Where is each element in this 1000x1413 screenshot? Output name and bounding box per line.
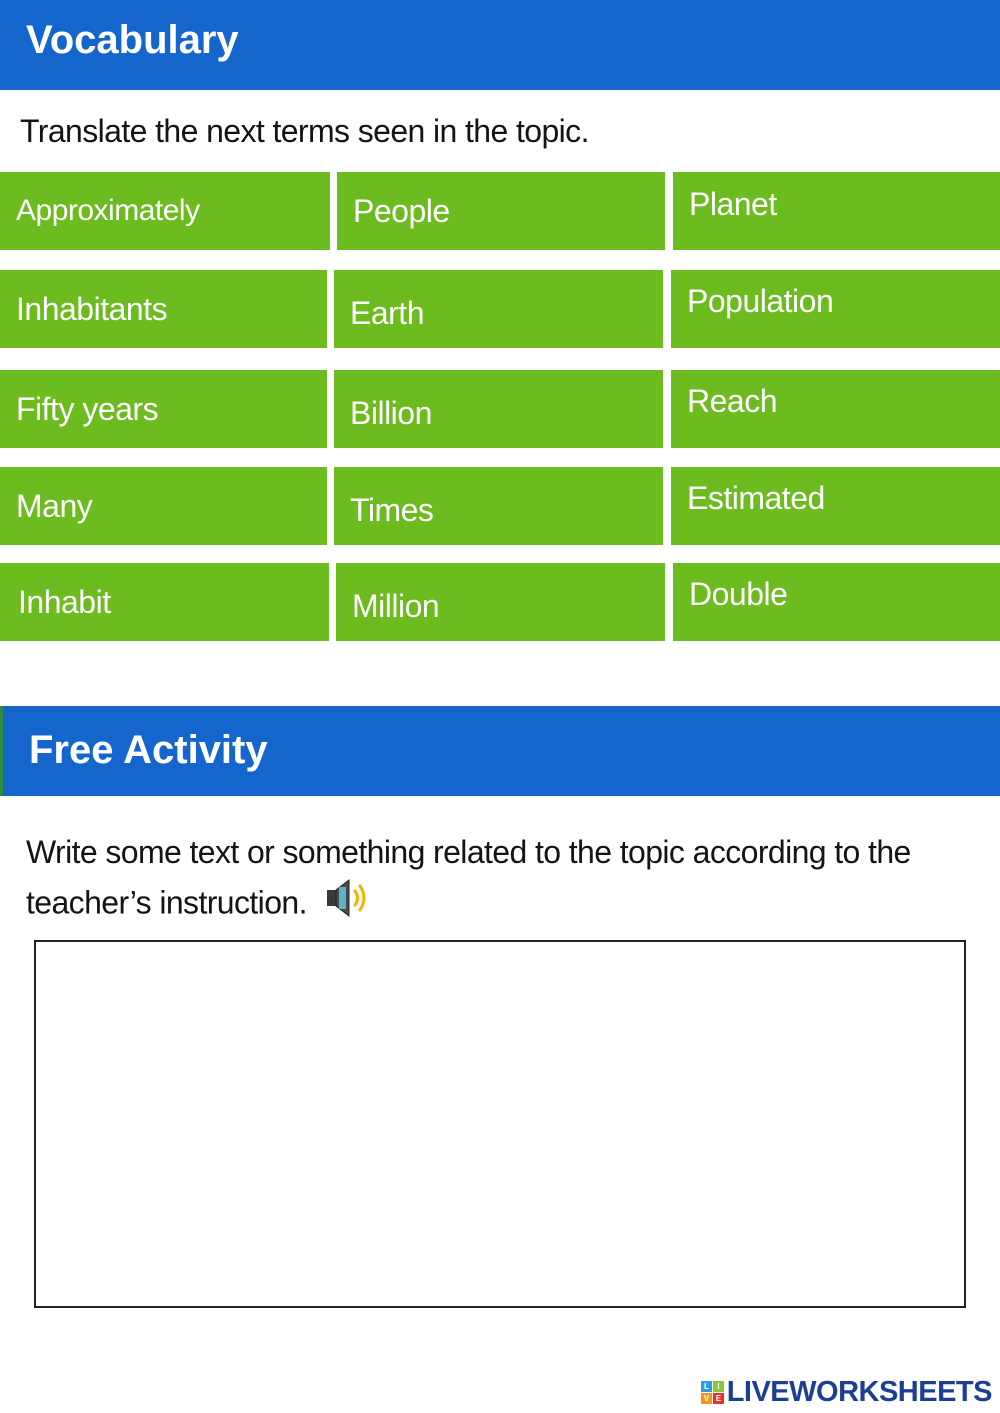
free-activity-header	[0, 706, 1000, 796]
vocabulary-instruction: Translate the next terms seen in the topic.	[20, 113, 589, 149]
term-tile: Planet	[673, 172, 1000, 250]
term-tile: Billion	[334, 370, 663, 448]
vocabulary-header	[0, 0, 1000, 90]
free-activity-instruction	[26, 828, 976, 933]
liveworksheets-logo	[701, 1376, 992, 1409]
term-tile: Estimated	[671, 467, 1000, 545]
speaker-icon[interactable]	[325, 877, 371, 933]
term-tile: Earth	[334, 270, 663, 348]
term-tile: Inhabitants	[0, 270, 327, 348]
free-activity-instruction-text: Write some text or something related to the topic according to the teacher’s instruction.	[26, 834, 911, 921]
term-tile: Approximately	[0, 172, 330, 250]
term-tile: People	[337, 172, 665, 250]
term-tile: Inhabit	[0, 563, 329, 641]
brand-name: LIVEWORKSHEETS	[726, 1376, 992, 1408]
answer-textbox[interactable]	[34, 940, 966, 1308]
liveworksheets-logo-icon: L I V E	[701, 1381, 724, 1404]
term-tile: Reach	[671, 370, 1000, 448]
term-tile: Fifty years	[0, 370, 327, 448]
term-tile: Double	[673, 563, 1000, 641]
term-tile: Many	[0, 467, 327, 545]
vocabulary-title: Vocabulary	[26, 18, 239, 62]
term-tile: Population	[671, 270, 1000, 348]
term-tile: Million	[336, 563, 665, 641]
free-activity-title: Free Activity	[29, 728, 268, 772]
term-tile: Times	[334, 467, 663, 545]
